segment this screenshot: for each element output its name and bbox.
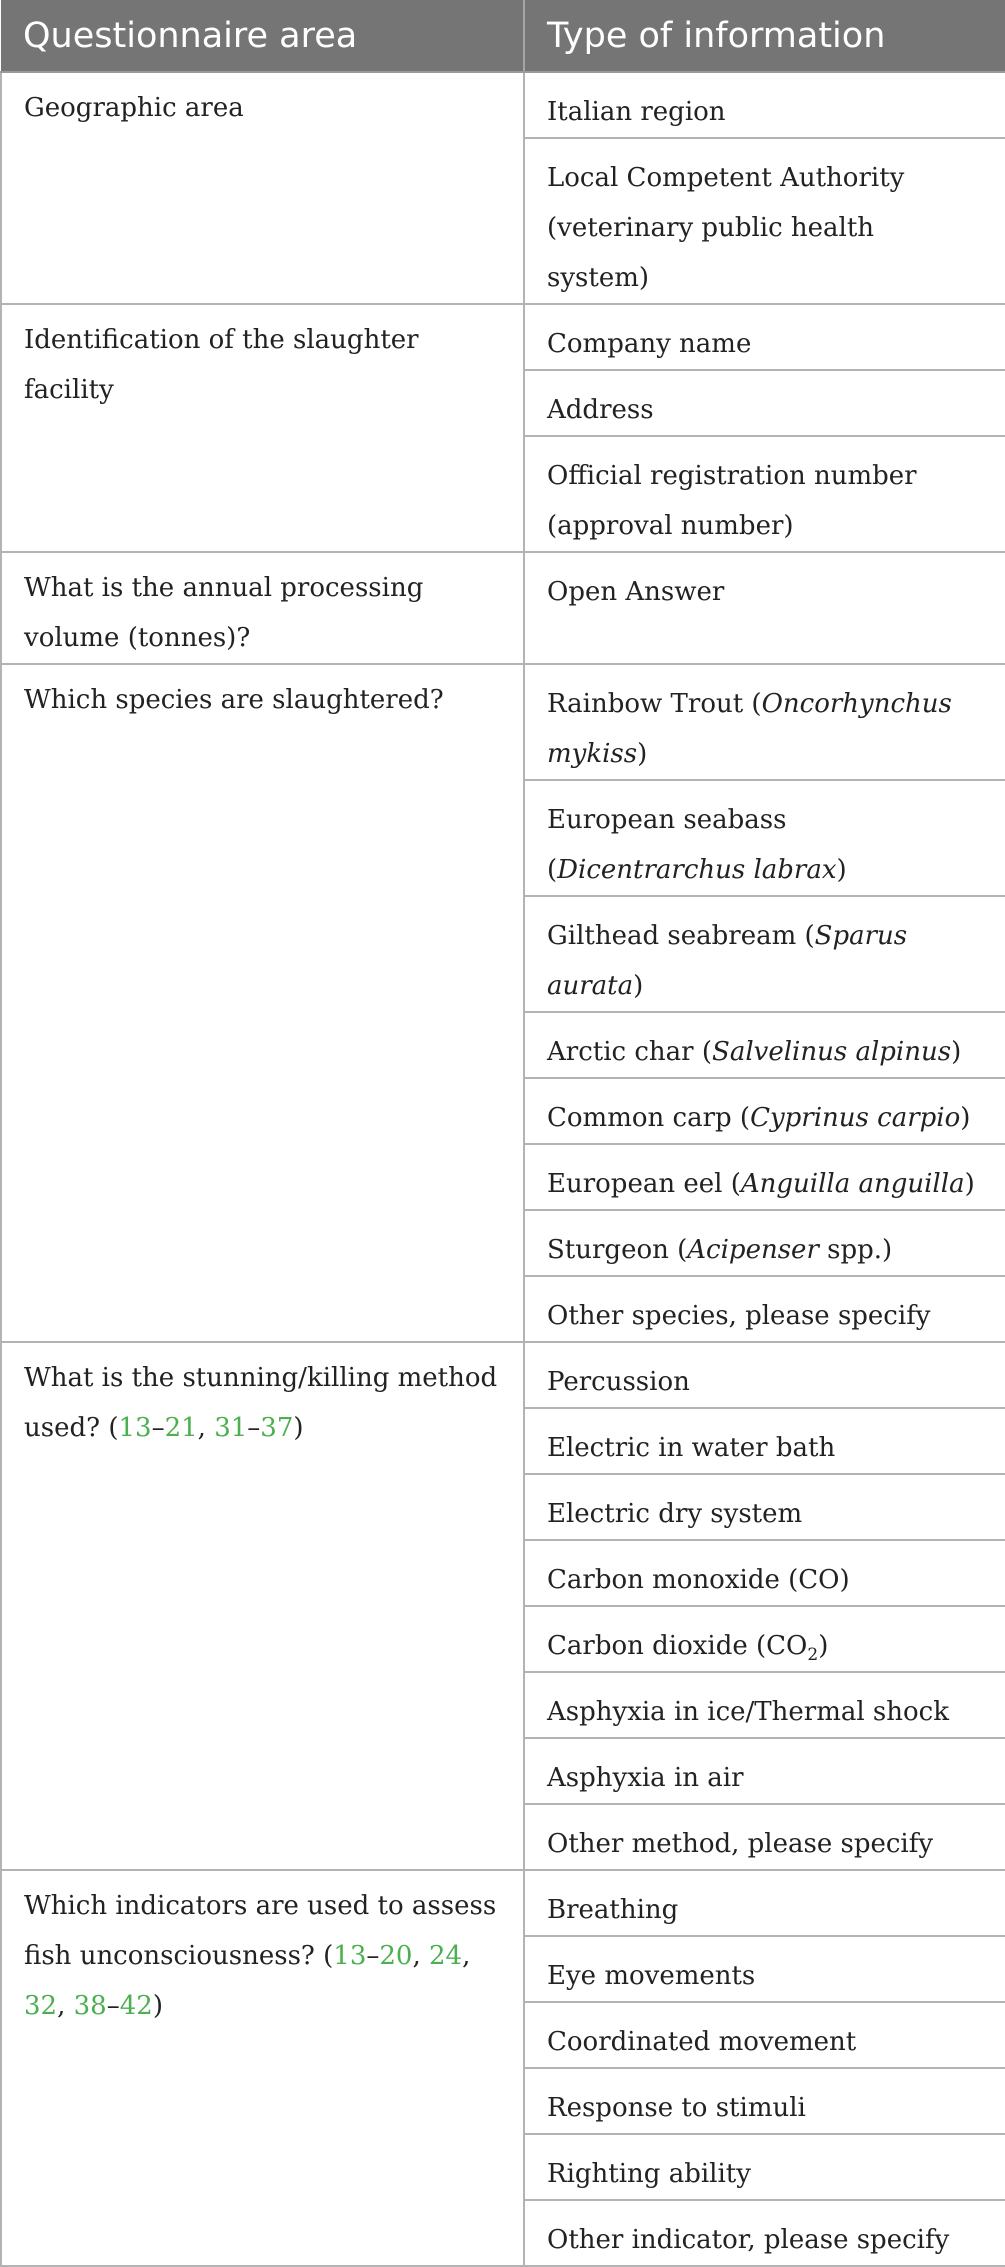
subscript: 2: [807, 1645, 819, 1666]
info-cell: Address: [524, 370, 1005, 436]
table-header: [1, 0, 1005, 72]
reference-separator: ,: [412, 1941, 430, 1971]
area-cell: What is the stunning/killing method used? (13–21, 31–37): [1, 1342, 524, 1870]
species-scientific-name: Salvelinus alpinus: [712, 1037, 952, 1067]
reference-link[interactable]: 13: [118, 1413, 152, 1443]
area-cell: Identification of the slaughter facility: [1, 304, 524, 552]
species-suffix: ): [633, 971, 644, 1001]
header-row: [1, 0, 1005, 72]
species-scientific-name: Oncorhynchus mykiss: [547, 689, 952, 769]
species-scientific-name: Cyprinus carpio: [750, 1103, 961, 1133]
header-questionnaire-area: Questionnaire area: [1, 0, 524, 72]
reference-separator: ,: [57, 1991, 74, 2021]
info-cell: Official registration number (approval number): [524, 436, 1005, 552]
info-cell: Electric dry system: [524, 1474, 1005, 1540]
table-row: [1, 552, 1005, 664]
species-suffix: ): [960, 1103, 971, 1133]
info-cell: [524, 780, 1005, 896]
reference-separator: –: [106, 1991, 120, 2021]
species-common-name: Sturgeon (: [547, 1235, 688, 1265]
species-suffix: ): [836, 855, 847, 885]
info-cell: Other indicator, please specify: [524, 2200, 1005, 2266]
species-common-name: Common carp (: [547, 1103, 751, 1133]
reference-link[interactable]: 31: [214, 1413, 248, 1443]
area-cell: What is the annual processing volume (tonnes)?: [1, 552, 524, 664]
table-row: [1, 1342, 1005, 1408]
species-suffix: ): [637, 739, 648, 769]
reference-separator: ,: [462, 1941, 471, 1971]
method-text: Carbon dioxide (CO: [547, 1631, 808, 1661]
species-scientific-name: Acipenser: [687, 1235, 819, 1265]
species-suffix: ): [964, 1169, 975, 1199]
info-cell: Electric in water bath: [524, 1408, 1005, 1474]
species-common-name: Arctic char (: [547, 1037, 713, 1067]
method-suffix: ): [818, 1631, 829, 1661]
table-row: [1, 72, 1005, 138]
area-cell: Which indicators are used to assess fish unconsciousness? (13–20, 24, 32, 38–42): [1, 1870, 524, 2266]
area-cell: Which species are slaughtered?: [1, 664, 524, 1342]
info-cell: Response to stimuli: [524, 2068, 1005, 2134]
reference-link[interactable]: 13: [333, 1941, 367, 1971]
info-cell: Percussion: [524, 1342, 1005, 1408]
reference-link[interactable]: 24: [429, 1941, 463, 1971]
info-cell: Italian region: [524, 72, 1005, 138]
species-common-name: Gilthead seabream (: [547, 921, 815, 951]
info-cell: Open Answer: [524, 552, 1005, 664]
info-cell: Carbon monoxide (CO): [524, 1540, 1005, 1606]
reference-link[interactable]: 21: [164, 1413, 198, 1443]
reference-separator: ,: [197, 1413, 215, 1443]
species-scientific-name: Anguilla anguilla: [740, 1169, 965, 1199]
species-common-name: European seabass (: [547, 805, 787, 885]
info-cell: Other species, please specify: [524, 1276, 1005, 1342]
species-common-name: Rainbow Trout (: [547, 689, 762, 719]
info-cell: [524, 1606, 1005, 1672]
info-cell: [524, 1012, 1005, 1078]
info-cell: Other method, please specify: [524, 1804, 1005, 1870]
info-cell: [524, 1210, 1005, 1276]
info-cell: Coordinated movement: [524, 2002, 1005, 2068]
info-cell: Company name: [524, 304, 1005, 370]
reference-separator: –: [366, 1941, 380, 1971]
reference-link[interactable]: 38: [73, 1991, 107, 2021]
info-cell: [524, 664, 1005, 780]
table-row: [1, 304, 1005, 370]
area-text: Which indicators are used to assess fish unconsciousness?: [24, 1891, 497, 1971]
reference-separator: –: [151, 1413, 165, 1443]
area-cell: Geographic area: [1, 72, 524, 304]
reference-link[interactable]: 32: [24, 1991, 58, 2021]
reference-separator: –: [247, 1413, 261, 1443]
info-cell: [524, 1078, 1005, 1144]
info-cell: Asphyxia in air: [524, 1738, 1005, 1804]
info-cell: Eye movements: [524, 1936, 1005, 2002]
table-body: [1, 72, 1005, 2266]
info-cell: Asphyxia in ice/Thermal shock: [524, 1672, 1005, 1738]
info-cell: [524, 1144, 1005, 1210]
area-text: What is the stunning/killing method used?: [24, 1363, 498, 1443]
info-cell: Breathing: [524, 1870, 1005, 1936]
species-suffix: spp.): [818, 1235, 893, 1265]
species-common-name: European eel (: [547, 1169, 741, 1199]
species-scientific-name: Sparus aurata: [547, 921, 908, 1001]
table-row: [1, 664, 1005, 780]
info-cell: Righting ability: [524, 2134, 1005, 2200]
reference-link[interactable]: 20: [379, 1941, 413, 1971]
info-cell: [524, 896, 1005, 1012]
info-cell: Local Competent Authority (veterinary public health system): [524, 138, 1005, 304]
species-scientific-name: Dicentrarchus labrax: [557, 855, 837, 885]
header-type-of-information: Type of information: [524, 0, 1005, 72]
species-suffix: ): [951, 1037, 962, 1067]
reference-link[interactable]: 37: [260, 1413, 294, 1443]
reference-link[interactable]: 42: [119, 1991, 153, 2021]
table-row: [1, 1870, 1005, 1936]
